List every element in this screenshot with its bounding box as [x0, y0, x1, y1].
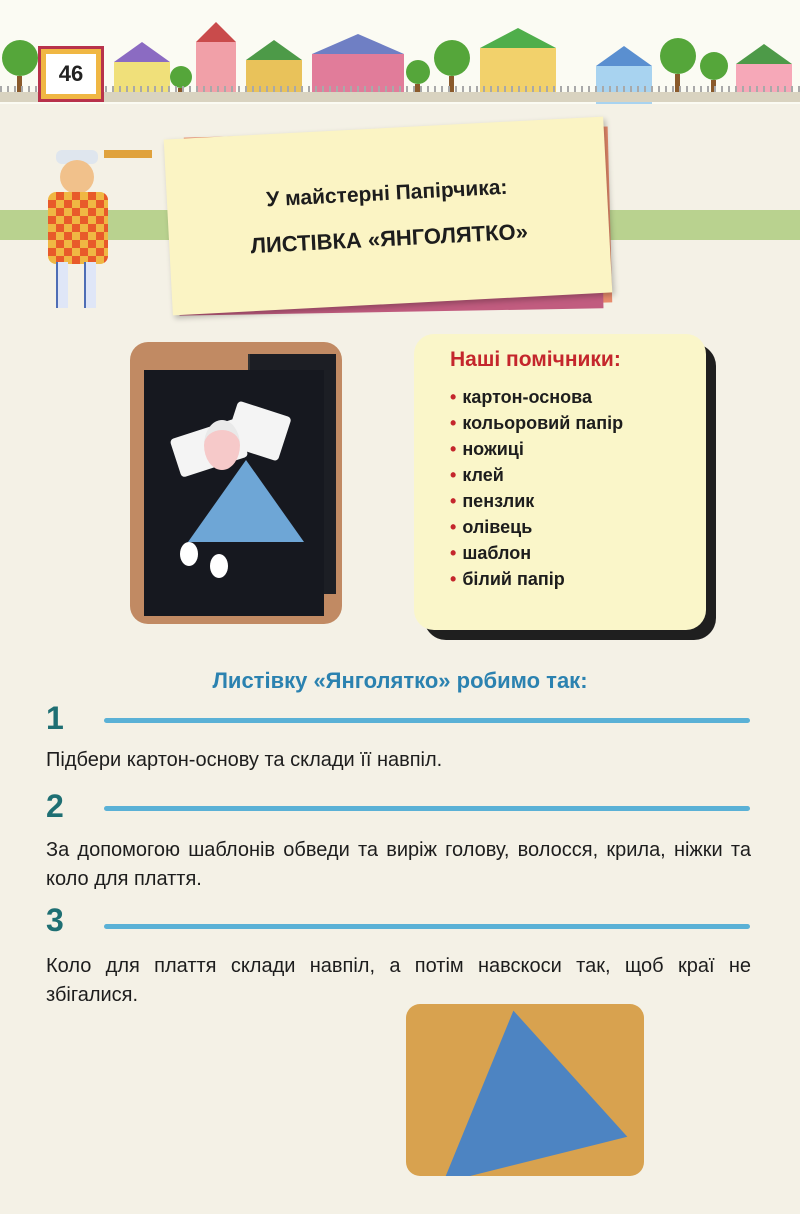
list-item: • ножиці	[450, 439, 524, 459]
tree-icon	[660, 38, 696, 92]
page-number: 46	[46, 54, 96, 94]
title-line-2: ЛИСТІВКА «ЯНГОЛЯТКО»	[249, 218, 529, 259]
house-icon	[312, 34, 404, 94]
tray-icon	[104, 150, 152, 158]
step-text: Коло для плаття склади навпіл, а потім навскоси так, щоб краї не збігалися.	[46, 955, 751, 1006]
helpers-box	[414, 334, 706, 630]
character-leg	[56, 262, 68, 308]
folded-circle-photo	[406, 1004, 644, 1176]
list-item: • картон-основа	[450, 387, 593, 407]
steps-heading: Листівку «Янголятко» робимо так:	[212, 668, 588, 693]
helpers-title: Наші помічники:	[450, 348, 621, 371]
step-text: Підбери картон-основу та склади її навпіл.	[46, 749, 443, 771]
step-number: 2	[46, 788, 64, 824]
list-item: • шаблон	[450, 543, 532, 563]
angel-card-photo	[130, 342, 342, 624]
character-leg	[84, 262, 96, 308]
list-item: • клей	[450, 465, 504, 485]
character-body	[48, 192, 108, 264]
step-text: За допомогою шаблонів обведи та виріж голову, волосся, крила, ніжки та коло для плаття.	[46, 839, 751, 890]
title-card	[164, 117, 613, 316]
character-head	[60, 160, 94, 194]
angel-head	[204, 420, 240, 470]
ground	[0, 92, 800, 102]
list-item: • білий папір	[450, 569, 565, 589]
step-divider	[104, 806, 750, 811]
title-line-1: У майстерні Папірчика:	[265, 175, 508, 212]
step-divider	[104, 718, 750, 723]
helpers-list	[450, 384, 623, 592]
list-item: • пензлик	[450, 491, 535, 511]
list-item: • кольоровий папір	[450, 413, 624, 433]
angel-foot	[180, 542, 198, 566]
dress-shape	[188, 460, 304, 542]
folded-paper-shape	[407, 1004, 628, 1176]
list-item: • олівець	[450, 517, 533, 537]
step-number: 3	[46, 902, 64, 938]
step-divider	[104, 924, 750, 929]
angel-foot	[210, 554, 228, 578]
step-number: 1	[46, 700, 64, 736]
